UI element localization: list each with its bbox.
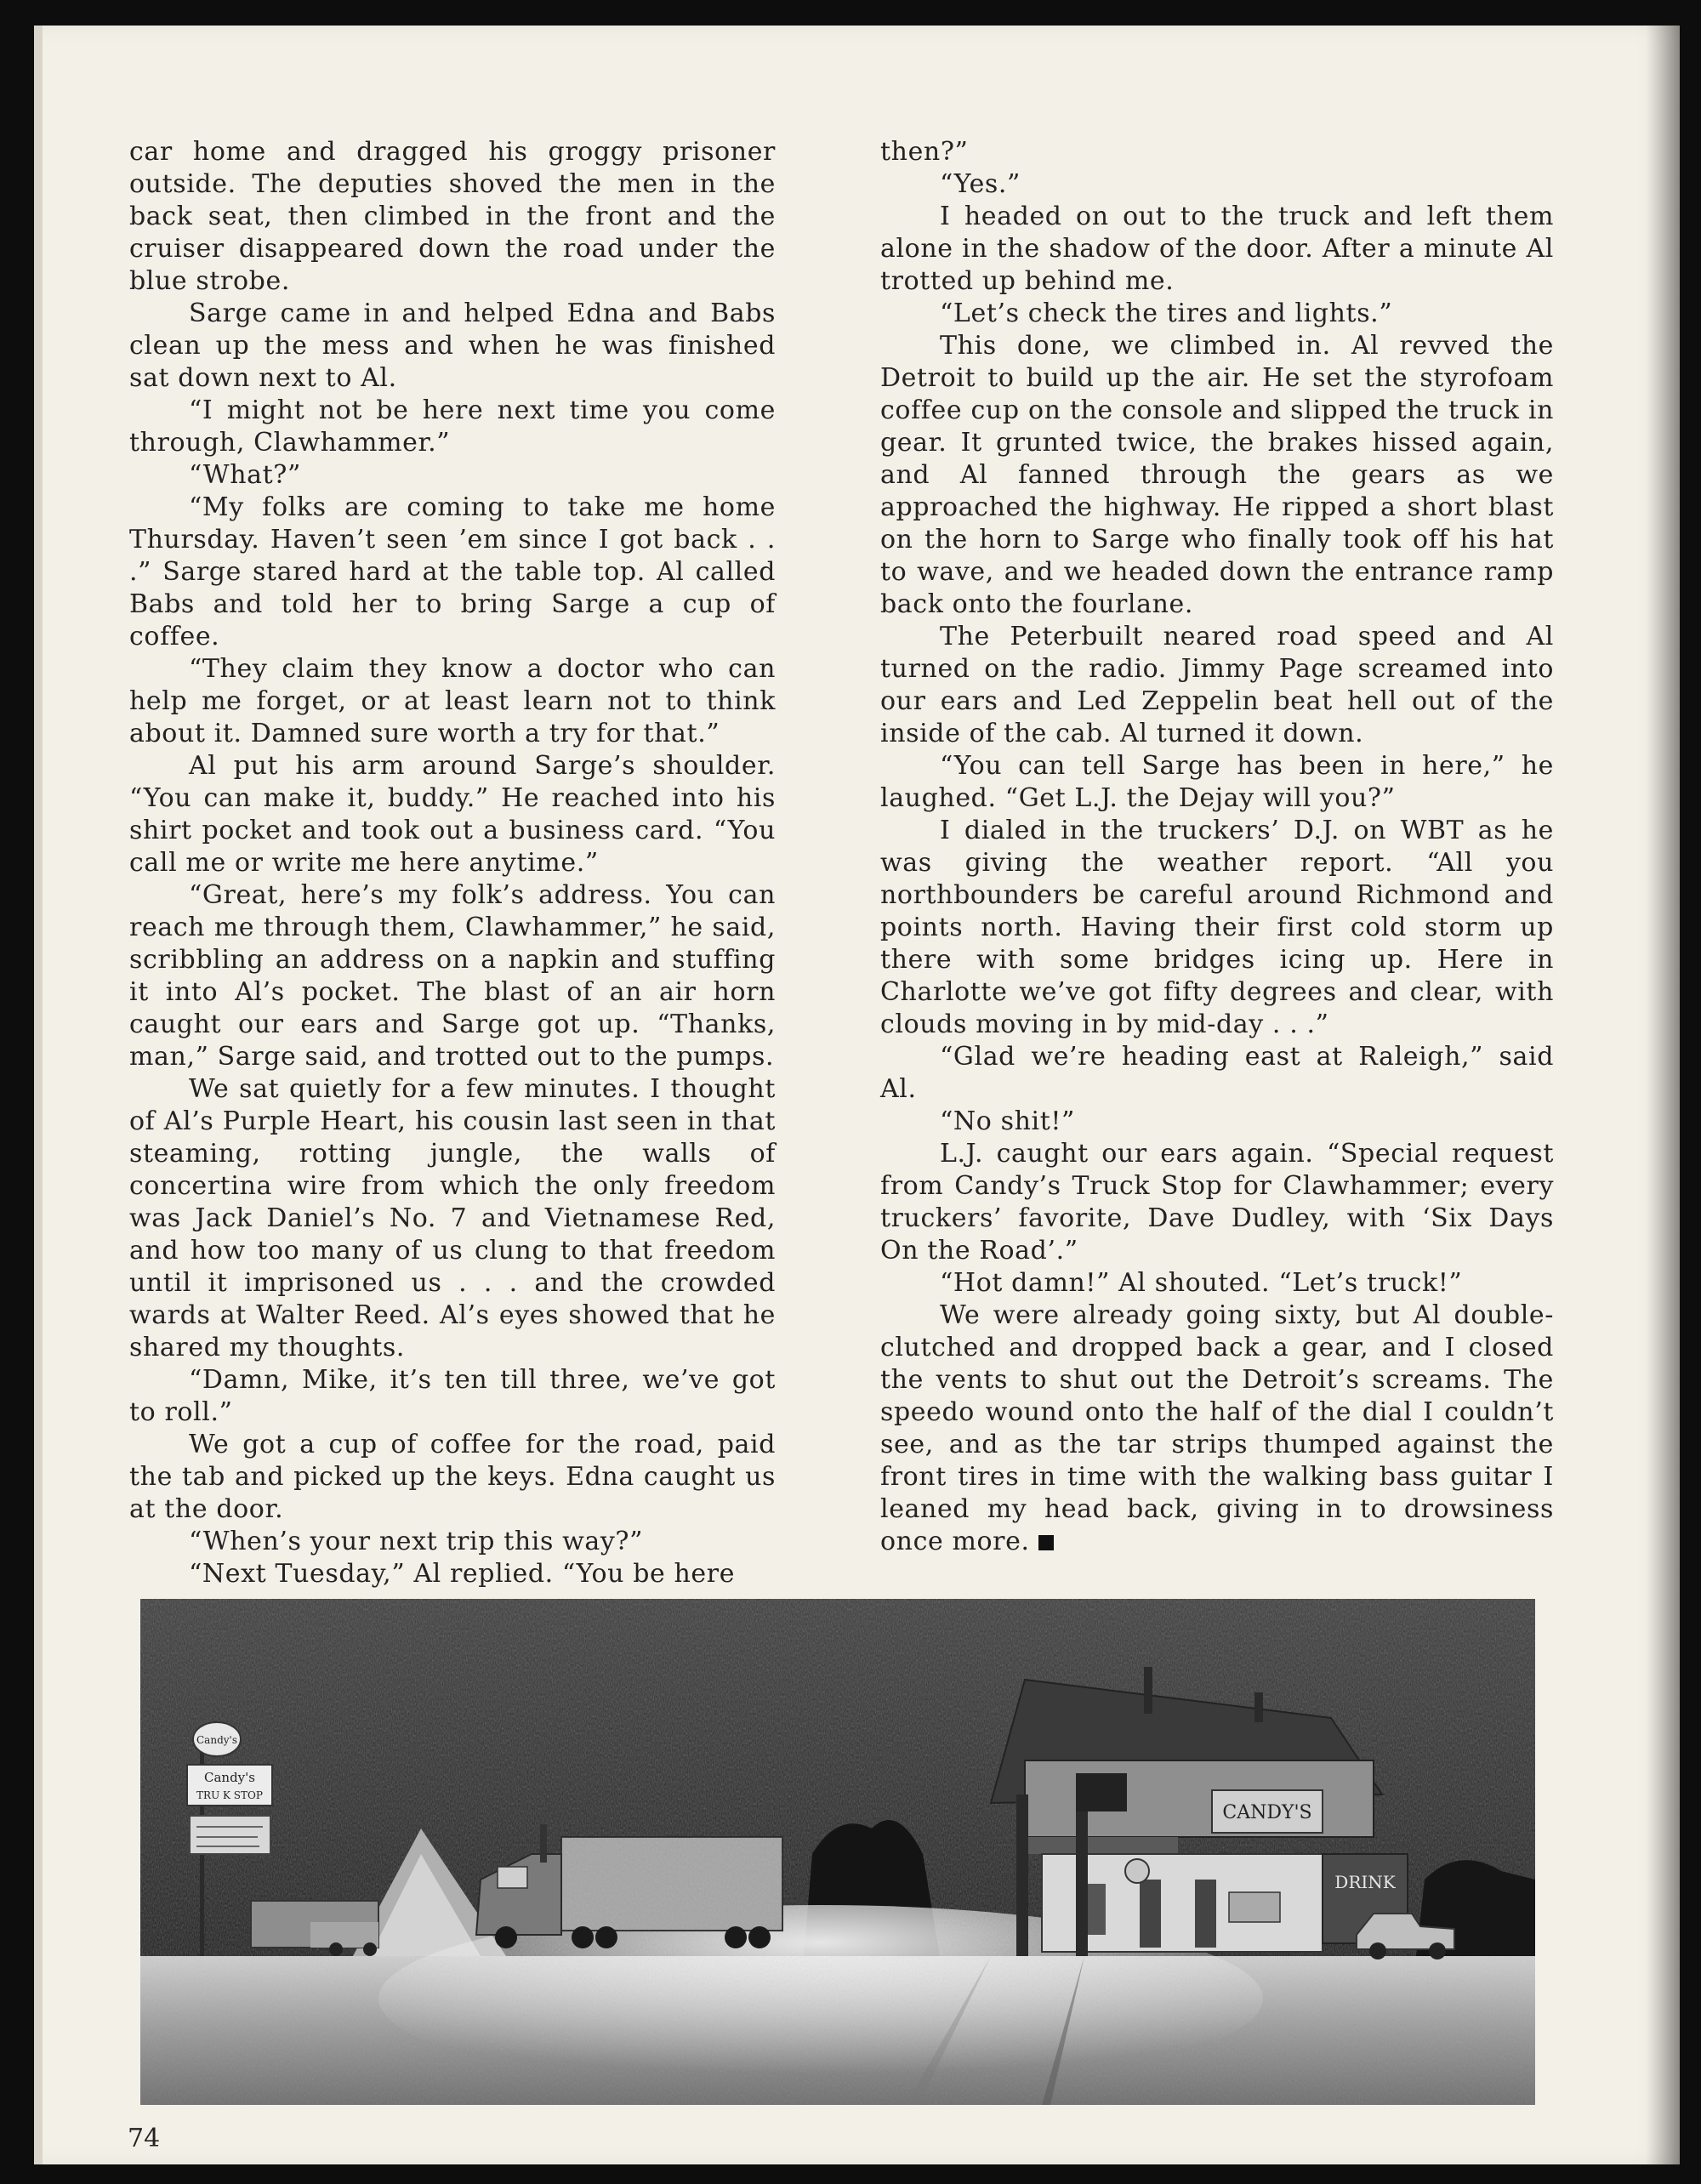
paragraph: I dialed in the truckers’ D.J. on WBT as he was giving the weather report. “All you northbounders be careful around Richmond and points north. Having their first cold storm up there with some bridges icing up. Here in Charlotte we’ve got fifty degrees and clear, with clouds moving in by mid-day . . .” xyxy=(880,816,1554,1039)
magazine-page xyxy=(34,26,1680,2164)
paragraph: “You can tell Sarge has been in here,” he laughed. “Get L.J. the Dejay will you?” xyxy=(880,751,1554,813)
menu-board xyxy=(190,1816,270,1854)
building-sign-text: CANDY'S xyxy=(1222,1802,1312,1823)
paragraph: “What?” xyxy=(189,460,301,490)
paragraph: I headed on out to the truck and left them alone in the shadow of the door. After a minute Al trotted up behind me. xyxy=(880,202,1554,296)
paragraph: “When’s your next trip this way?” xyxy=(189,1527,644,1556)
paragraph: car home and dragged his groggy prisoner outside. The deputies shoved the men in the back seat, then climbed in the front and the cruiser disappeared down the road under the blue strobe. xyxy=(129,137,776,296)
paragraph: “Yes.” xyxy=(940,169,1021,199)
paragraph: “Hot damn!” Al shouted. “Let’s truck!” xyxy=(940,1268,1463,1298)
paragraph: “I might not be here next time you come through, Clawhammer.” xyxy=(129,395,776,458)
paragraph: “My folks are coming to take me home Thursday. Haven’t seen ’em since I got back . . .” Sarge stared hard at the table top. Al called Babs and told her to bring Sarge a cup of coffee. xyxy=(129,492,776,651)
page-number: 74 xyxy=(128,2124,161,2153)
truck-stop-illustration xyxy=(140,1599,1535,2105)
end-of-story-square-icon xyxy=(1038,1535,1054,1550)
paragraph: L.J. caught our ears again. “Special request from Candy’s Truck Stop for Clawhammer; every truckers’ favorite, Dave Dudley, with ‘Six Days On the Road’.” xyxy=(880,1139,1554,1265)
paragraph: “Great, here’s my folk’s address. You can reach me through them, Clawhammer,” he said, scribbling an address on a napkin and stuffing it into Al’s pocket. The blast of an air horn caught our ears and Sarge got up. “Thanks, man,” Sarge said, and trotted out to the pumps. xyxy=(129,880,776,1072)
paragraph: Al put his arm around Sarge’s shoulder. “You can make it, buddy.” He reached into his shirt pocket and took out a business card. “You call me or write me here anytime.” xyxy=(129,751,776,878)
paragraph: “Next Tuesday,” Al replied. “You be here xyxy=(189,1559,736,1589)
paragraph-final xyxy=(880,1300,1554,1558)
paragraph: “They claim they know a doctor who can help me forget, or at least learn not to think about it. Damned sure worth a try for that.” xyxy=(129,654,776,748)
paragraph-text: We were already going sixty, but Al double-clutched and dropped back a gear, and I closed the vents to shut out the Detroit’s screams. The speedo wound onto the half of the dial I couldn’t see, and as the tar strips thumped against the front tires in time with the walking bass guitar I leaned my head back, giving in to drowsiness once more. xyxy=(880,1300,1554,1556)
sign-line-2: TRU K STOP xyxy=(196,1789,263,1801)
paragraph: We got a cup of coffee for the road, paid the tab and picked up the keys. Edna caught us at the door. xyxy=(129,1430,776,1524)
paragraph: “No shit!” xyxy=(940,1106,1075,1136)
paragraph: We sat quietly for a few minutes. I thought of Al’s Purple Heart, his cousin last seen in that steaming, rotting jungle, the walls of concertina wire from which the only freedom was Jack Daniel’s No. 7 and Vietnamese Red, and how too many of us clung to that freedom until it imprisoned us . . . and the crowded wards at Walter Reed. Al’s eyes showed that he shared my thoughts. xyxy=(129,1074,776,1362)
paragraph: This done, we climbed in. Al revved the Detroit to build up the air. He set the styrofoam coffee cup on the console and slipped the truck in gear. It grunted twice, the brakes hissed again, and Al fanned through the gears as we approached the highway. He ripped a short blast on the horn to Sarge who finally took off his hat to wave, and we headed down the entrance ramp back onto the fourlane. xyxy=(880,331,1554,619)
paragraph: The Peterbuilt neared road speed and Al turned on the radio. Jimmy Page screamed into our ears and Led Zeppelin beat hell out of the inside of the cab. Al turned it down. xyxy=(880,622,1554,748)
paragraph: “Damn, Mike, it’s ten till three, we’ve got to roll.” xyxy=(129,1365,776,1427)
paragraph: “Let’s check the tires and lights.” xyxy=(940,299,1393,328)
left-text-column xyxy=(129,136,776,1590)
paragraph: “Glad we’re heading east at Raleigh,” said Al. xyxy=(880,1042,1554,1104)
paragraph: then?” xyxy=(880,137,969,167)
right-text-column xyxy=(880,136,1554,1558)
drinks-sign-text: DRINK xyxy=(1334,1872,1396,1892)
paragraph: Sarge came in and helped Edna and Babs clean up the mess and when he was finished sat down next to Al. xyxy=(129,299,776,393)
sign-line-1: Candy's xyxy=(204,1770,255,1785)
sign-top-text: Candy's xyxy=(196,1734,237,1746)
page-spine-shadow xyxy=(1646,26,1680,2164)
